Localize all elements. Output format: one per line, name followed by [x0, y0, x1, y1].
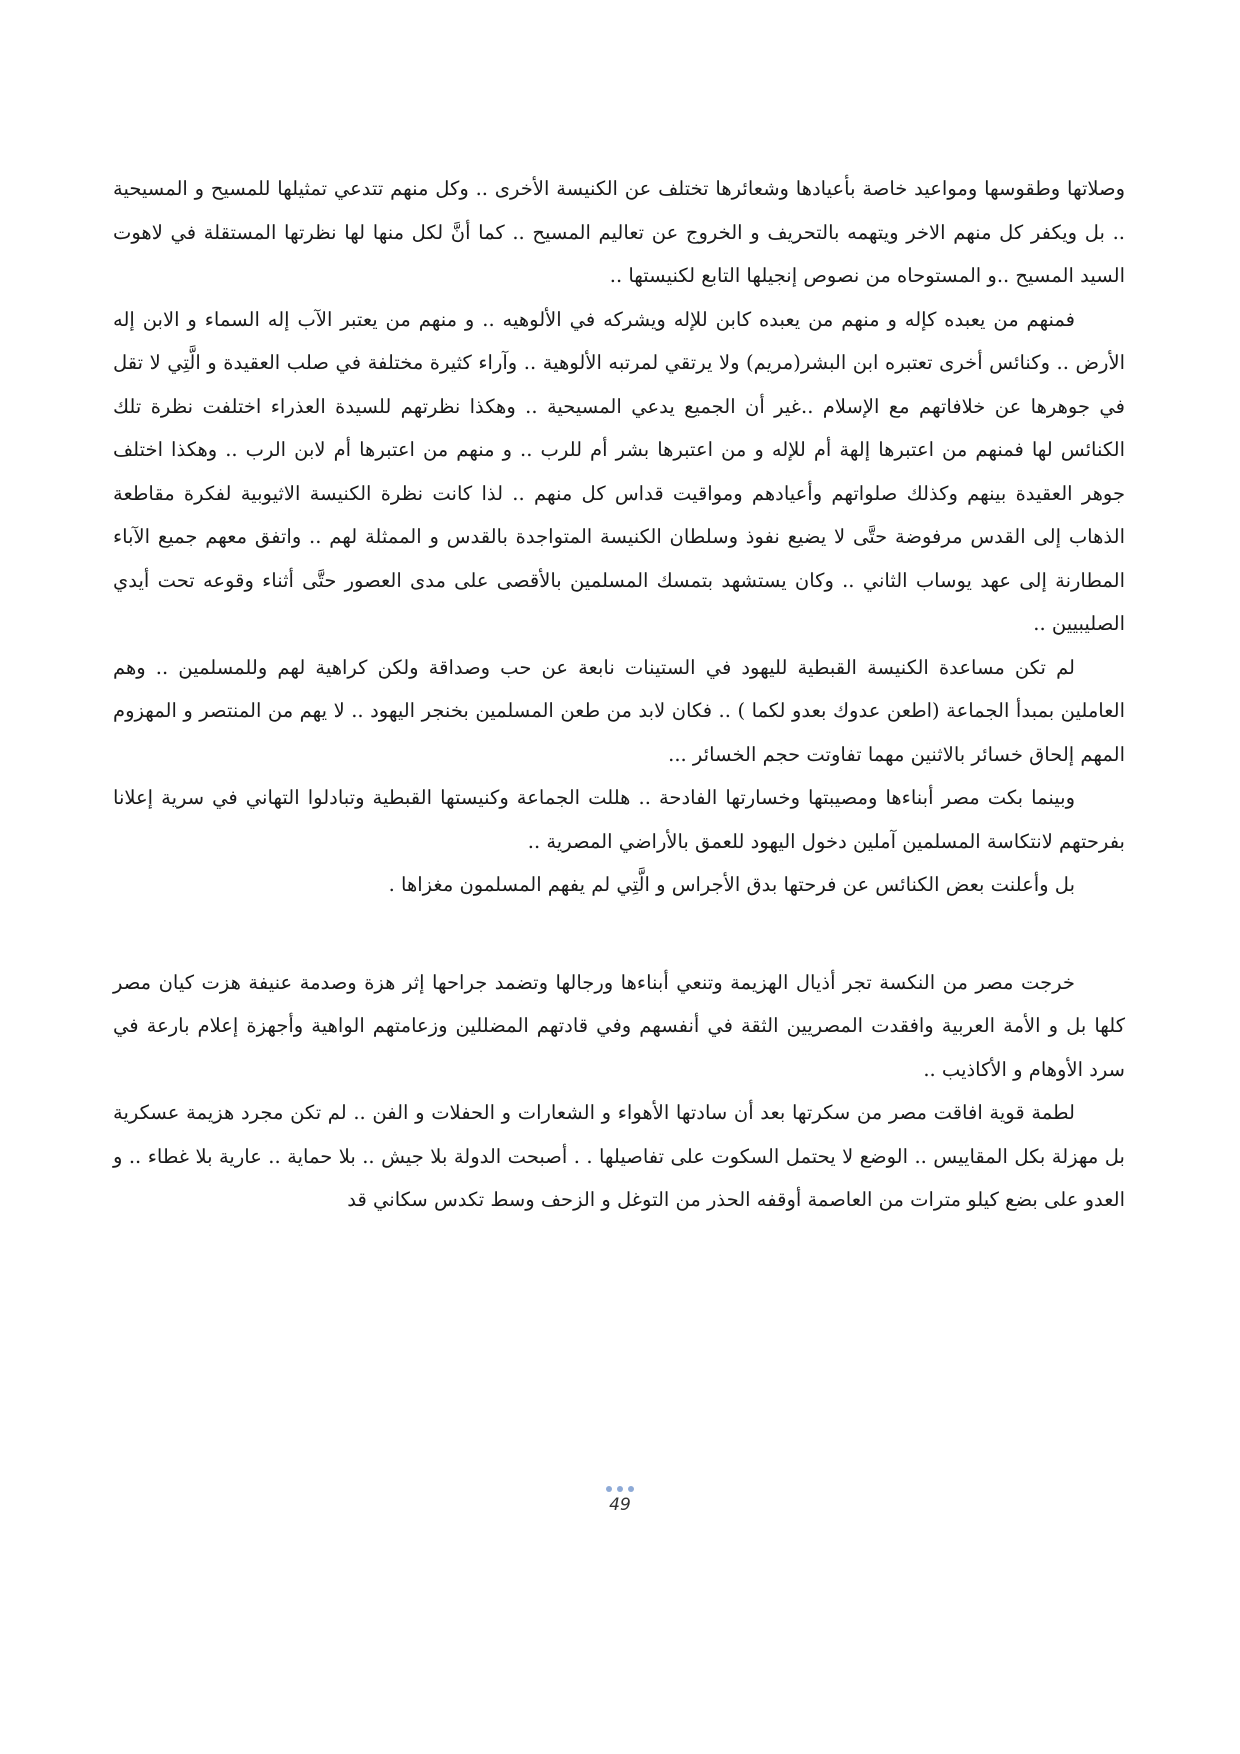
- paragraph-sects-divinity: فمنهم من يعبده كإله و منهم من يعبده كابن للإله ويشركه في الألوهيه .. و منهم من يعتبر الآب إله السماء و الابن إله الأرض .. وكنائس أخرى تعتبره ابن البشر(مريم) ولا يرتقي لمرتبه الألوهية .. وآراء كثيرة مختلفة في صلب العقيدة و الَّتِي لا تقل في جوهرها عن خلافاتهم مع الإسلام ..غير أن الجميع يدعي المسيحية .. وهكذا نظرتهم للسيدة العذراء اختلفت نظرة تلك الكنائس لها فمنهم من اعتبرها إلهة أم للإله و من اعتبرها بشر أم للرب .. و منهم من اعتبرها أم لابن الرب .. وهكذا اختلف جوهر العقيدة بينهم وكذلك صلواتهم وأعيادهم ومواقيت قداس كل منهم .. لذا كانت نظرة الكنيسة الاثيوبية لفكرة مقاطعة الذهاب إلى القدس مرفوضة حتَّى لا يضيع نفوذ وسلطان الكنيسة المتواجدة بالقدس و الممثلة لهم .. واتفق معهم جميع الآباء المطارنة إلى عهد يوساب الثاني .. وكان يستشهد بتمسك المسلمين بالأقصى على مدى العصور حتَّى أثناء وقوعه تحت أيدي الصليبيين ..: [113, 307, 1126, 635]
- paragraph-church-bells: بل وأعلنت بعض الكنائس عن فرحتها بدق الأجراس و الَّتِي لم يفهم المسلمون مغزاها .: [388, 873, 1075, 896]
- dot-icon: [617, 1486, 623, 1492]
- decorative-dots-icon: [570, 1486, 670, 1494]
- paragraph-after-defeat: خرجت مصر من النكسة تجر أذيال الهزيمة وتنعي أبناءها ورجالها وتضمد جراحها إثر هزة وصدمة عنيفة هزت كيان مصر كلها بل و الأمة العربية وافقدت المصريين الثقة في أنفسهم وفي قادتهم المضللين وزعامتهم الواهية وأجهزة إعلام بارعة في سرد الأوهام و الأكاذيب ..: [113, 970, 1125, 1081]
- dot-icon: [628, 1486, 634, 1492]
- page-number: 49: [609, 1495, 631, 1515]
- dot-icon: [606, 1486, 612, 1492]
- paragraph-continuation: وصلاتها وطقوسها ومواعيد خاصة بأعيادها وشعائرها تختلف عن الكنيسة الأخرى .. وكل منهم تتدعي تمثيلها للمسيح و المسيحية .. بل ويكفر كل منهم الاخر ويتهمه بالتحريف و الخروج عن تعاليم المسيح .. كما أنَّ لكل منها لها نظرتها المستقلة في لاهوت السيد المسيح ..و المستوحاه من نصوص إنجيلها التابع لكنيستها ..: [113, 177, 1125, 287]
- page-footer: [570, 1486, 670, 1515]
- paragraph-celebration: وبينما بكت مصر أبناءها ومصيبتها وخسارتها الفادحة .. هللت الجماعة وكنيستها القبطية وتبادلوا التهاني في سرية إعلانا بفرحتهم لانتكاسة المسلمين آملين دخول اليهود للعمق بالأراضي المصرية ..: [113, 786, 1125, 853]
- paragraph-coptic-church-aid: لم تكن مساعدة الكنيسة القبطية لليهود في الستينات نابعة عن حب وصداقة ولكن كراهية لهم وللمسلمين .. وهم العاملين بمبدأ الجماعة (اطعن عدوك بعدو لكما ) .. فكان لابد من طعن المسلمين بخنجر اليهود .. لا يهم من المنتصر و المهزوم المهم إلحاق خسائر بالاثنين مهما تفاوتت حجم الخسائر ...: [113, 655, 1125, 766]
- body-text: [113, 167, 1125, 1222]
- paragraph-strong-slap: لطمة قوية افاقت مصر من سكرتها بعد أن سادتها الأهواء و الشعارات و الحفلات و الفن .. لم تكن مجرد هزيمة عسكرية بل مهزلة بكل المقاييس .. الوضع لا يحتمل السكوت على تفاصيلها . . أصبحت الدولة بلا جيش .. بلا حماية .. عارية بلا غطاء .. و العدو على بضع كيلو مترات من العاصمة أوقفه الحذر من التوغل و الزحف وسط تكدس سكاني قد: [113, 1101, 1125, 1211]
